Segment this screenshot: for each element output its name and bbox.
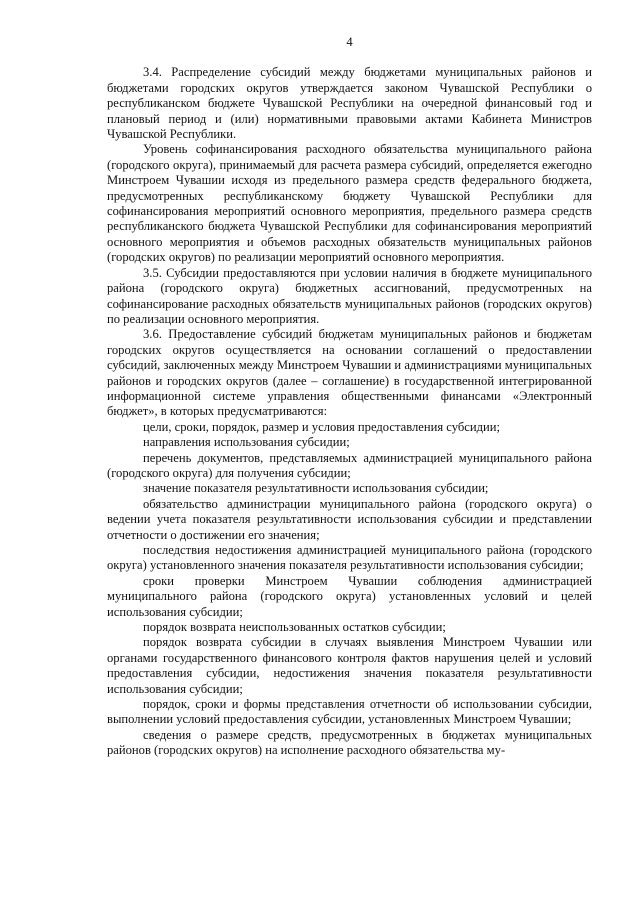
- paragraph-cofinancing-level: Уровень софинансирования расходного обязательства муниципального района (городского округа), принимаемый для расчета размера субсидий, определяется ежегодно Минстроем Чувашии исходя из предельного размера средств федерального бюджета, предусмотренных республиканскому бюджету Чувашской Республики для софинансирования мероприятий основного мероприятия, предельного размера средств республиканского бюджета Чувашской Республики для софинансирования мероприятий основного мероприятия и объемов расходных обязательств муниципальных районов (городских округов) по реализации мероприятий основного мероприятия.: [107, 142, 592, 265]
- list-item: порядок возврата субсидии в случаях выявления Минстроем Чувашии или органами государственного финансового контроля фактов нарушения целей и условий предоставления субсидии, недостижения значения показателя результативности использования субсидии;: [107, 635, 592, 696]
- list-item: направления использования субсидии;: [143, 435, 350, 450]
- list-item: обязательство администрации муниципального района (городского округа) о ведении учета показателя результативности использования субсидии и представлении отчетности о достижении его значения;: [107, 496, 592, 542]
- list-item: последствия недостижения администрацией муниципального района (городского округа) установленного значения показателя результативности использования субсидии;: [107, 543, 592, 573]
- list-item: перечень документов, представляемых администрацией муниципального района (городского округа) для получения субсидии;: [107, 450, 592, 480]
- document-body: [107, 65, 592, 758]
- page-number: 4: [346, 35, 353, 49]
- paragraph-3-4: 3.4. Распределение субсидий между бюджетами муниципальных районов и бюджетами городских округов утверждается законом Чувашской Республики о республиканском бюджете Чувашской Республики на очередной финансовый год и плановый период и (или) нормативными правовыми актами Кабинета Министров Чувашской Республики.: [107, 65, 592, 142]
- list-item: сроки проверки Минстроем Чувашии соблюдения администрацией муниципального района (городского округа) установленных условий и целей использования субсидии;: [107, 573, 592, 619]
- list-item: значение показателя результативности использования субсидии;: [143, 481, 489, 496]
- list-item: порядок, сроки и формы представления отчетности об использовании субсидии, выполнении условий предоставления субсидии, установленных Минстроем Чувашии;: [107, 697, 592, 727]
- list-item: сведения о размере средств, предусмотренных в бюджетах муниципальных районов (городских округов) на исполнение расходного обязательства му-: [107, 727, 592, 758]
- paragraph-3-6: 3.6. Предоставление субсидий бюджетам муниципальных районов и бюджетам городских округов осуществляется на основании соглашений о предоставлении субсидий, заключенных между Минстроем Чувашии и администрациями муниципальных районов и городских округов (далее – соглашение) в государственной интегрированной информационной системе управления общественными финансами «Электронный бюджет», в которых предусматриваются:: [107, 327, 592, 419]
- paragraph-3-5: 3.5. Субсидии предоставляются при условии наличия в бюджете муниципального района (городского округа) бюджетных ассигнований, предусмотренных на софинансирование расходных обязательств муниципальных районов (городских округов) по реализации основного мероприятия.: [107, 265, 592, 326]
- list-item: цели, сроки, порядок, размер и условия предоставления субсидии;: [143, 419, 500, 434]
- list-item: порядок возврата неиспользованных остатков субсидии;: [143, 620, 446, 635]
